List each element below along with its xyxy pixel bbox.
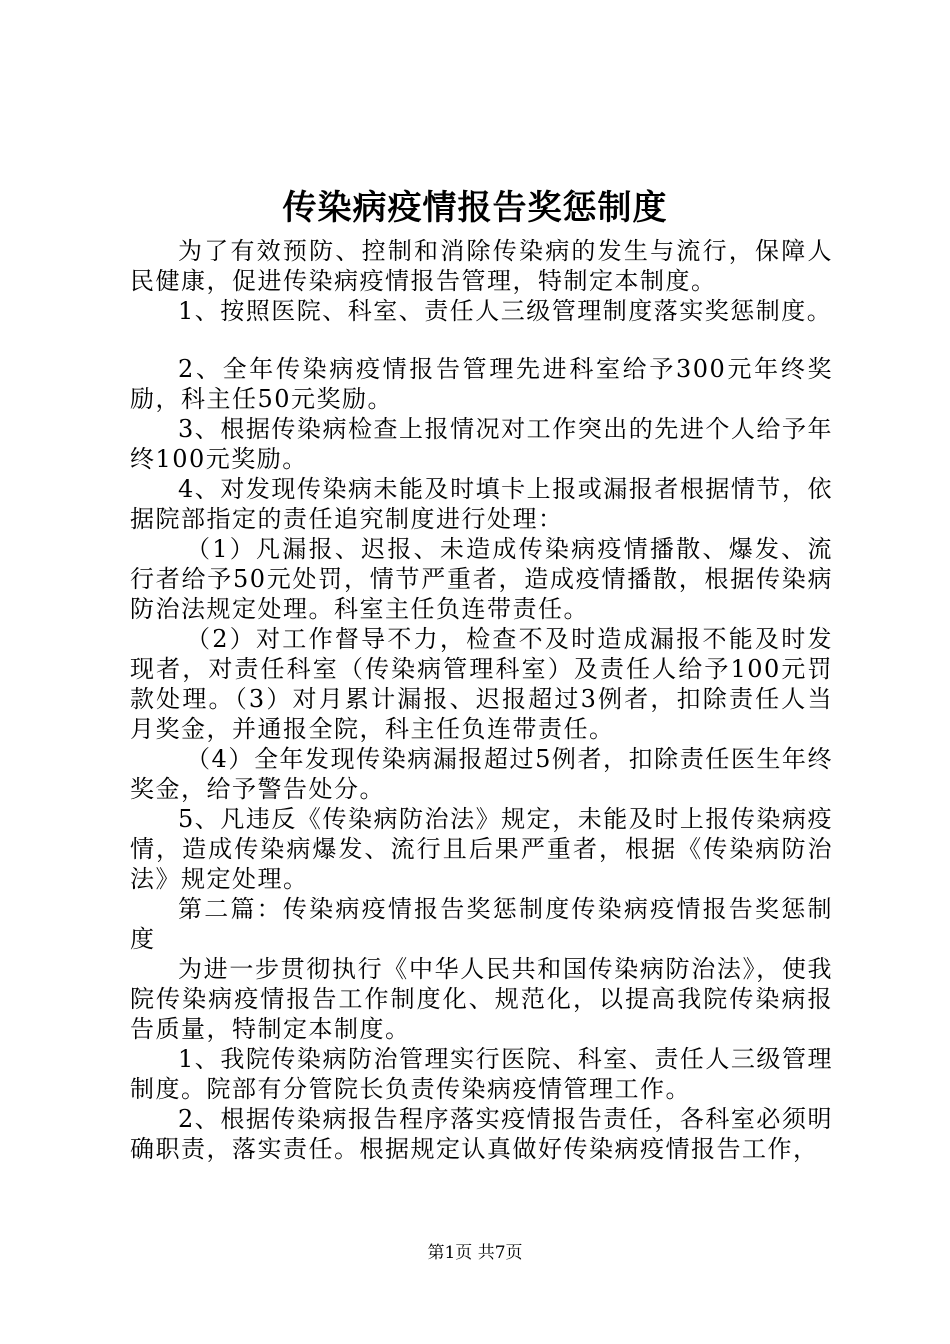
document-body <box>130 236 833 1164</box>
paragraph-subitem-1: （1）凡漏报、迟报、未造成传染病疫情播散、爆发、流行者给予50元处罚，情节严重者，造成疫情播散，根据传染病防治法规定处理。科室主任负连带责任。 <box>130 535 833 623</box>
paragraph-item-5: 5、凡违反《传染病防治法》规定，未能及时上报传染病疫情，造成传染病爆发、流行且后果严重者，根据《传染病防治法》规定处理。 <box>130 805 833 893</box>
paragraph-item-2: 2、全年传染病疫情报告管理先进科室给予300元年终奖励，科主任50元奖励。 <box>130 355 833 413</box>
paragraph-item-4: 4、对发现传染病未能及时填卡上报或漏报者根据情节，依据院部指定的责任追究制度进行处理： <box>130 475 833 533</box>
paragraph-section-item-2: 2、根据传染病报告程序落实疫情报告责任，各科室必须明确职责，落实责任。根据规定认真做好传染病疫情报告工作， <box>130 1105 833 1163</box>
paragraph-section-intro: 为进一步贯彻执行《中华人民共和国传染病防治法》，使我院传染病疫情报告工作制度化、规范化，以提高我院传染病报告质量，特制定本制度。 <box>130 955 833 1043</box>
paragraph-intro: 为了有效预防、控制和消除传染病的发生与流行，保障人民健康，促进传染病疫情报告管理，特制定本制度。 <box>130 237 833 295</box>
paragraph-item-1: 1、按照医院、科室、责任人三级管理制度落实奖惩制度。 <box>178 297 833 325</box>
paragraph-item-3: 3、根据传染病检查上报情况对工作突出的先进个人给予年终100元奖励。 <box>130 415 833 473</box>
document-title: 传染病疫情报告奖惩制度 <box>282 188 668 228</box>
page-number-footer: 第1页 共7页 <box>427 1243 523 1263</box>
paragraph-section-heading: 第二篇：传染病疫情报告奖惩制度传染病疫情报告奖惩制度 <box>130 895 833 953</box>
paragraph-subitem-2-3: （2）对工作督导不力，检查不及时造成漏报不能及时发现者，对责任科室（传染病管理科室）及责任人给予100元罚款处理。（3）对月累计漏报、迟报超过3例者，扣除责任人当月奖金，并通报全院，科主任负连带责任。 <box>130 625 833 743</box>
paragraph-section-item-1: 1、我院传染病防治管理实行医院、科室、责任人三级管理制度。院部有分管院长负责传染病疫情管理工作。 <box>130 1045 833 1103</box>
paragraph-subitem-4: （4）全年发现传染病漏报超过5例者，扣除责任医生年终奖金，给予警告处分。 <box>130 745 833 803</box>
